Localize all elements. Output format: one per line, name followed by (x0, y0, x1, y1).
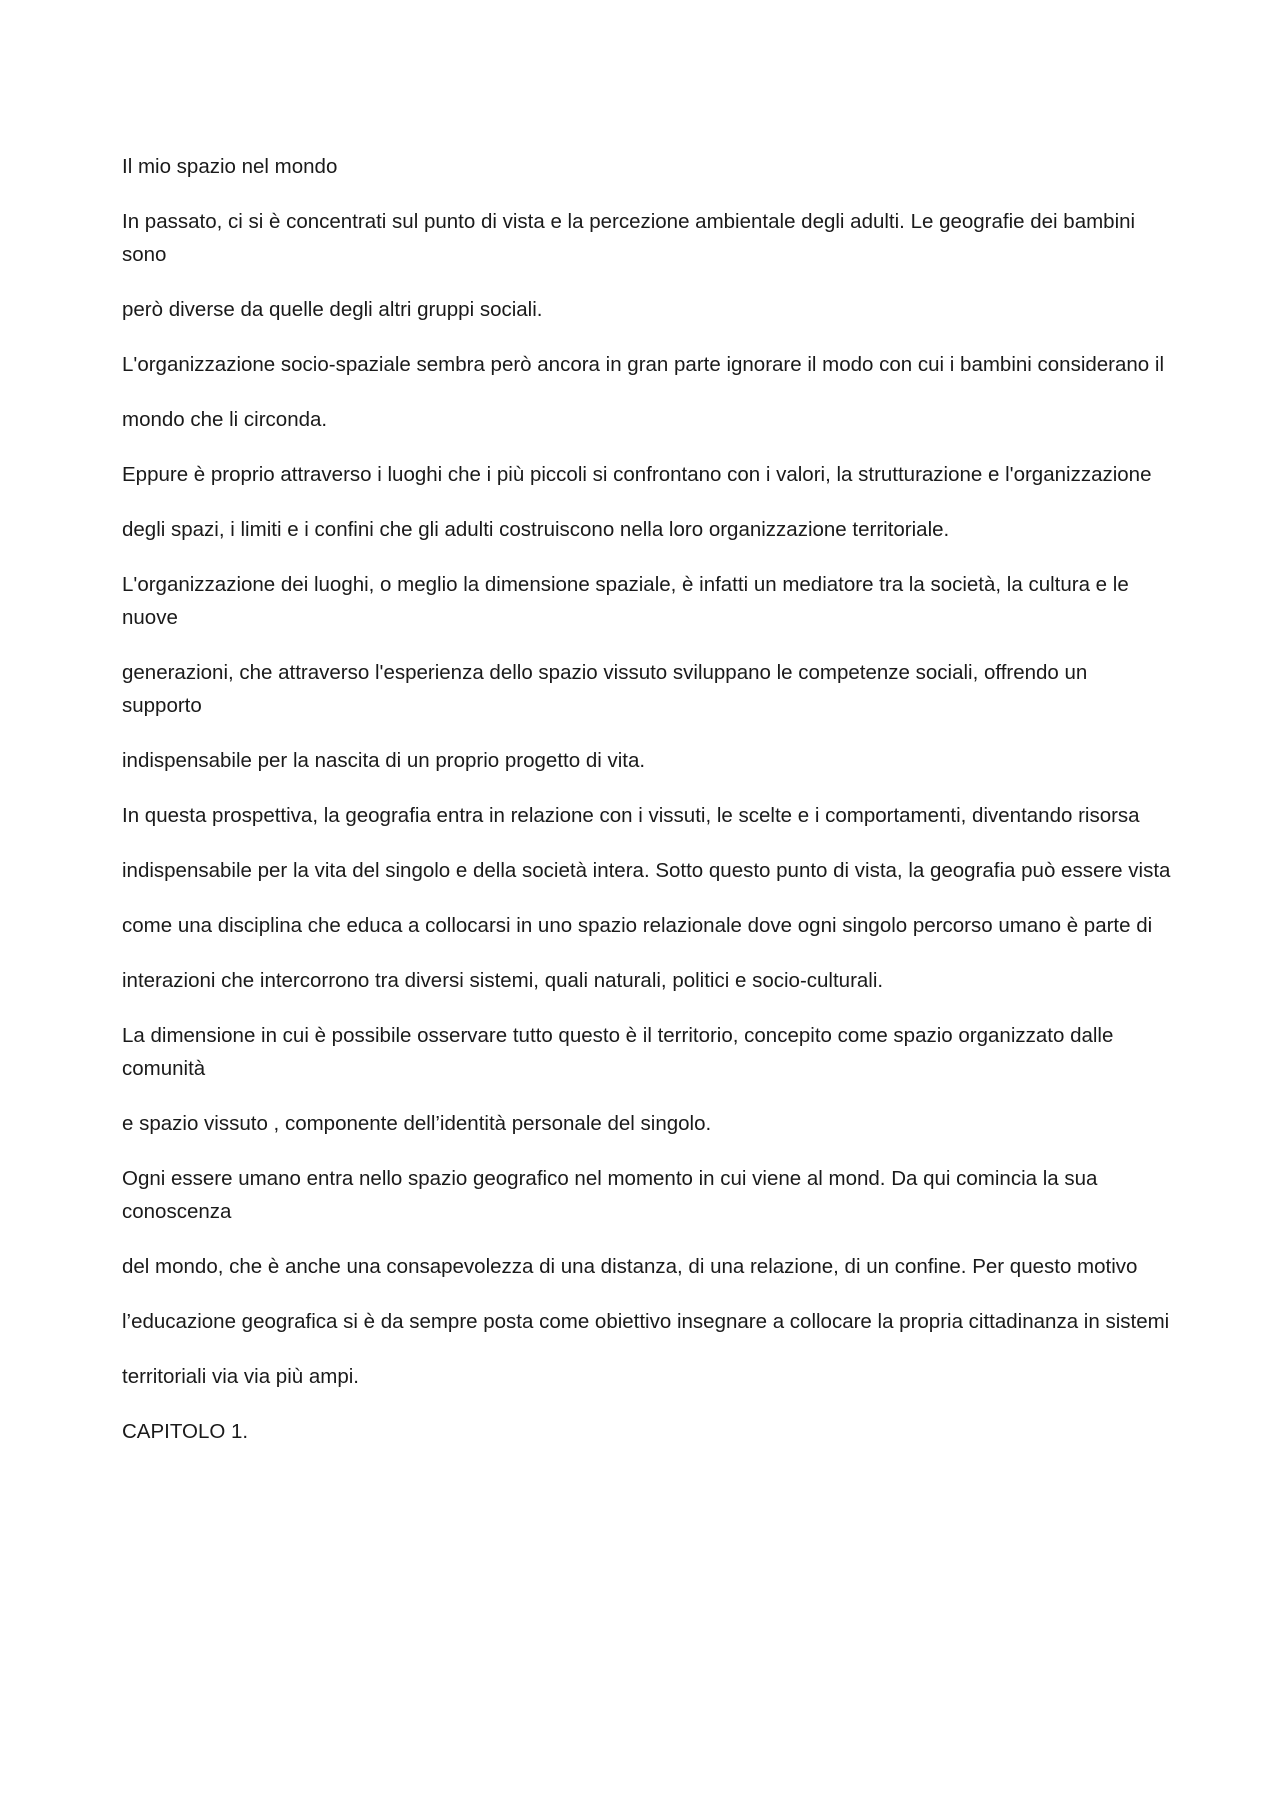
document-body (122, 150, 1172, 1470)
paragraph: come una disciplina che educa a collocarsi in uno spazio relazionale dove ogni singolo percorso umano è parte di (122, 914, 1153, 937)
paragraph: In passato, ci si è concentrati sul punto di vista e la percezione ambientale degli adulti. Le geografie dei bambini sono (122, 210, 1136, 266)
paragraph: e spazio vissuto , componente dell’identità personale del singolo. (122, 1112, 712, 1135)
paragraph: indispensabile per la nascita di un proprio progetto di vita. (122, 749, 646, 772)
paragraph: Eppure è proprio attraverso i luoghi che i più piccoli si confrontano con i valori, la strutturazione e l'organizzazione (122, 463, 1152, 486)
paragraph: però diverse da quelle degli altri gruppi sociali. (122, 298, 543, 321)
paragraph: L'organizzazione dei luoghi, o meglio la dimensione spaziale, è infatti un mediatore tra la società, la cultura e le nuove (122, 573, 1129, 629)
paragraph: interazioni che intercorrono tra diversi sistemi, quali naturali, politici e socio-culturali. (122, 969, 884, 992)
paragraph: del mondo, che è anche una consapevolezza di una distanza, di una relazione, di un confine. Per questo motivo (122, 1255, 1138, 1278)
paragraph: l’educazione geografica si è da sempre posta come obiettivo insegnare a collocare la propria cittadinanza in sistemi (122, 1310, 1170, 1333)
paragraph: generazioni, che attraverso l'esperienza dello spazio vissuto sviluppano le competenze sociali, offrendo un supporto (122, 661, 1088, 717)
paragraph: La dimensione in cui è possibile osservare tutto questo è il territorio, concepito come spazio organizzato dalle comunità (122, 1024, 1114, 1080)
chapter-heading: CAPITOLO 1. (122, 1420, 249, 1443)
paragraph: degli spazi, i limiti e i confini che gli adulti costruiscono nella loro organizzazione territoriale. (122, 518, 950, 541)
document-title: Il mio spazio nel mondo (122, 155, 338, 178)
paragraph: territoriali via via più ampi. (122, 1365, 359, 1388)
paragraph: indispensabile per la vita del singolo e della società intera. Sotto questo punto di vista, la geografia può essere vista (122, 859, 1171, 882)
paragraph: L'organizzazione socio-spaziale sembra però ancora in gran parte ignorare il modo con cui i bambini considerano il (122, 353, 1165, 376)
paragraph: mondo che li circonda. (122, 408, 328, 431)
paragraph: In questa prospettiva, la geografia entra in relazione con i vissuti, le scelte e i comportamenti, diventando risorsa (122, 804, 1140, 827)
paragraph: Ogni essere umano entra nello spazio geografico nel momento in cui viene al mond. Da qui comincia la sua conoscenza (122, 1167, 1098, 1223)
